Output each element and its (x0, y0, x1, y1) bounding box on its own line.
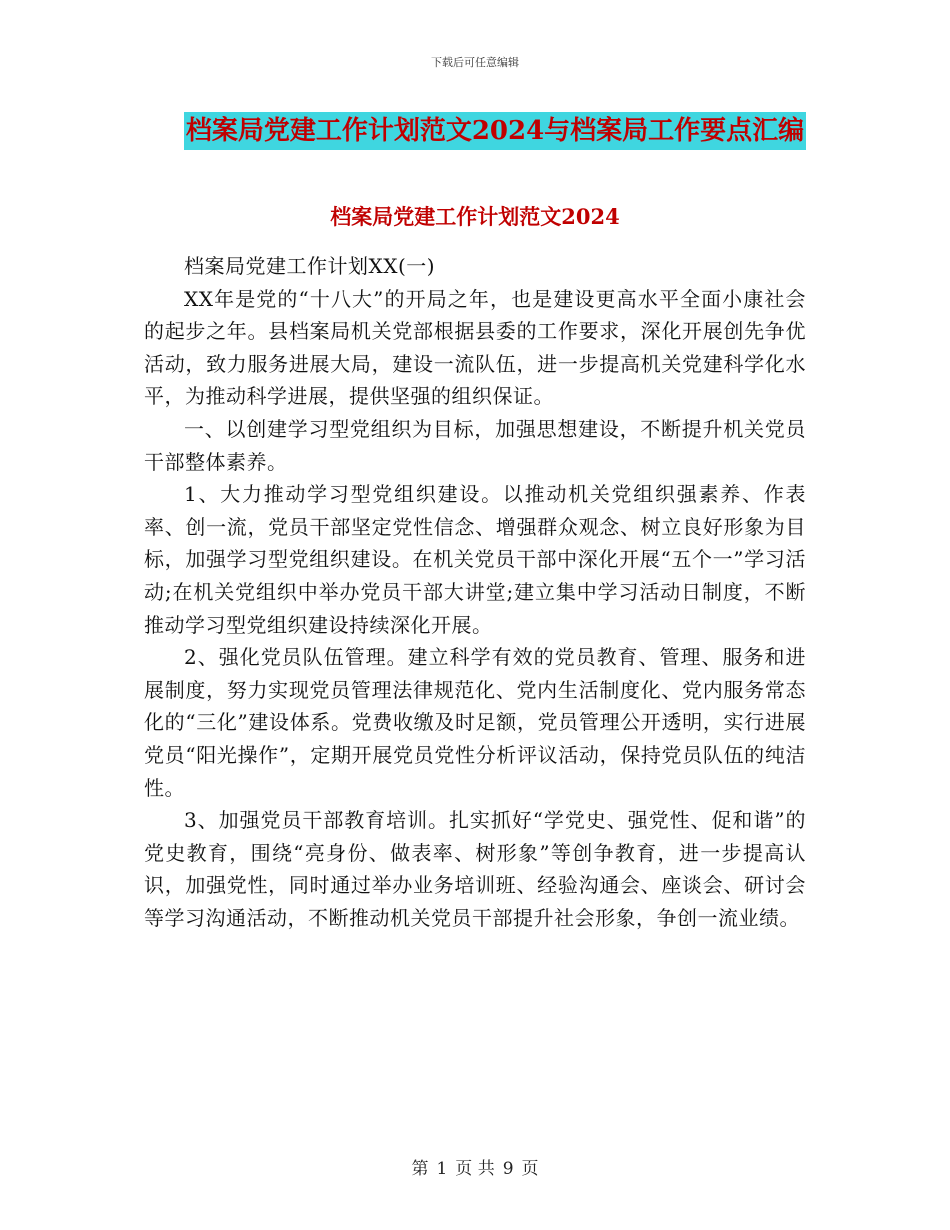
footer-current-page: 1 (436, 1159, 448, 1179)
paragraph-intro: XX年是党的“十八大”的开局之年，也是建设更高水平全面小康社会的起步之年。县档案局机关党部根据县委的工作要求，深化开展创先争优活动，致力服务进展大局，建设一流队伍，进一步提高机关党建科学化水平，为推动科学进展，提供坚强的组织保证。 (144, 286, 806, 409)
footer-total-pages: 9 (502, 1159, 514, 1179)
document-body (144, 250, 806, 934)
section-title: 档案局党建工作计划范文2024 (330, 204, 620, 229)
footer-middle: 页 共 (455, 1159, 495, 1179)
page-header-note: 下载后可任意编辑 (431, 56, 519, 69)
paragraph-plan-heading: 档案局党建工作计划XX(一) (184, 254, 436, 278)
paragraph-item-3: 3、加强党员干部教育培训。扎实抓好“学党史、强党性、促和谐”的党史教育，围绕“亮身份、做表率、树形象”等创争教育，进一步提高认识，加强党性，同时通过举办业务培训班、经验沟通会、座谈会、研讨会等学习沟通活动，不断推动机关党员干部提升社会形象，争创一流业绩。 (144, 808, 806, 930)
paragraph-item-1: 1、大力推动学习型党组织建设。以推动机关党组织强素养、作表率、创一流，党员干部坚定党性信念、增强群众观念、树立良好形象为目标，加强学习型党组织建设。在机关党员干部中深化开展“五个一”学习活动;在机关党组织中举办党员干部大讲堂;建立集中学习活动日制度，不断推动学习型党组织建设持续深化开展。 (144, 482, 806, 637)
page-footer (0, 1154, 950, 1179)
main-title-container (0, 112, 950, 150)
main-title: 档案局党建工作计划范文2024与档案局工作要点汇编 (184, 112, 806, 150)
paragraph-point-one: 一、以创建学习型党组织为目标，加强思想建设，不断提升机关党员干部整体素养。 (144, 416, 806, 474)
footer-prefix: 第 (411, 1159, 429, 1179)
paragraph-item-2: 2、强化党员队伍管理。建立科学有效的党员教育、管理、服务和进展制度，努力实现党员管理法律规范化、党内生活制度化、党内服务常态化的“三化”建设体系。党费收缴及时足额，党员管理公开透明，实行进展党员“阳光操作”，定期开展党员党性分析评议活动，保持党员队伍的纯洁性。 (144, 645, 806, 800)
footer-suffix: 页 (521, 1159, 539, 1179)
